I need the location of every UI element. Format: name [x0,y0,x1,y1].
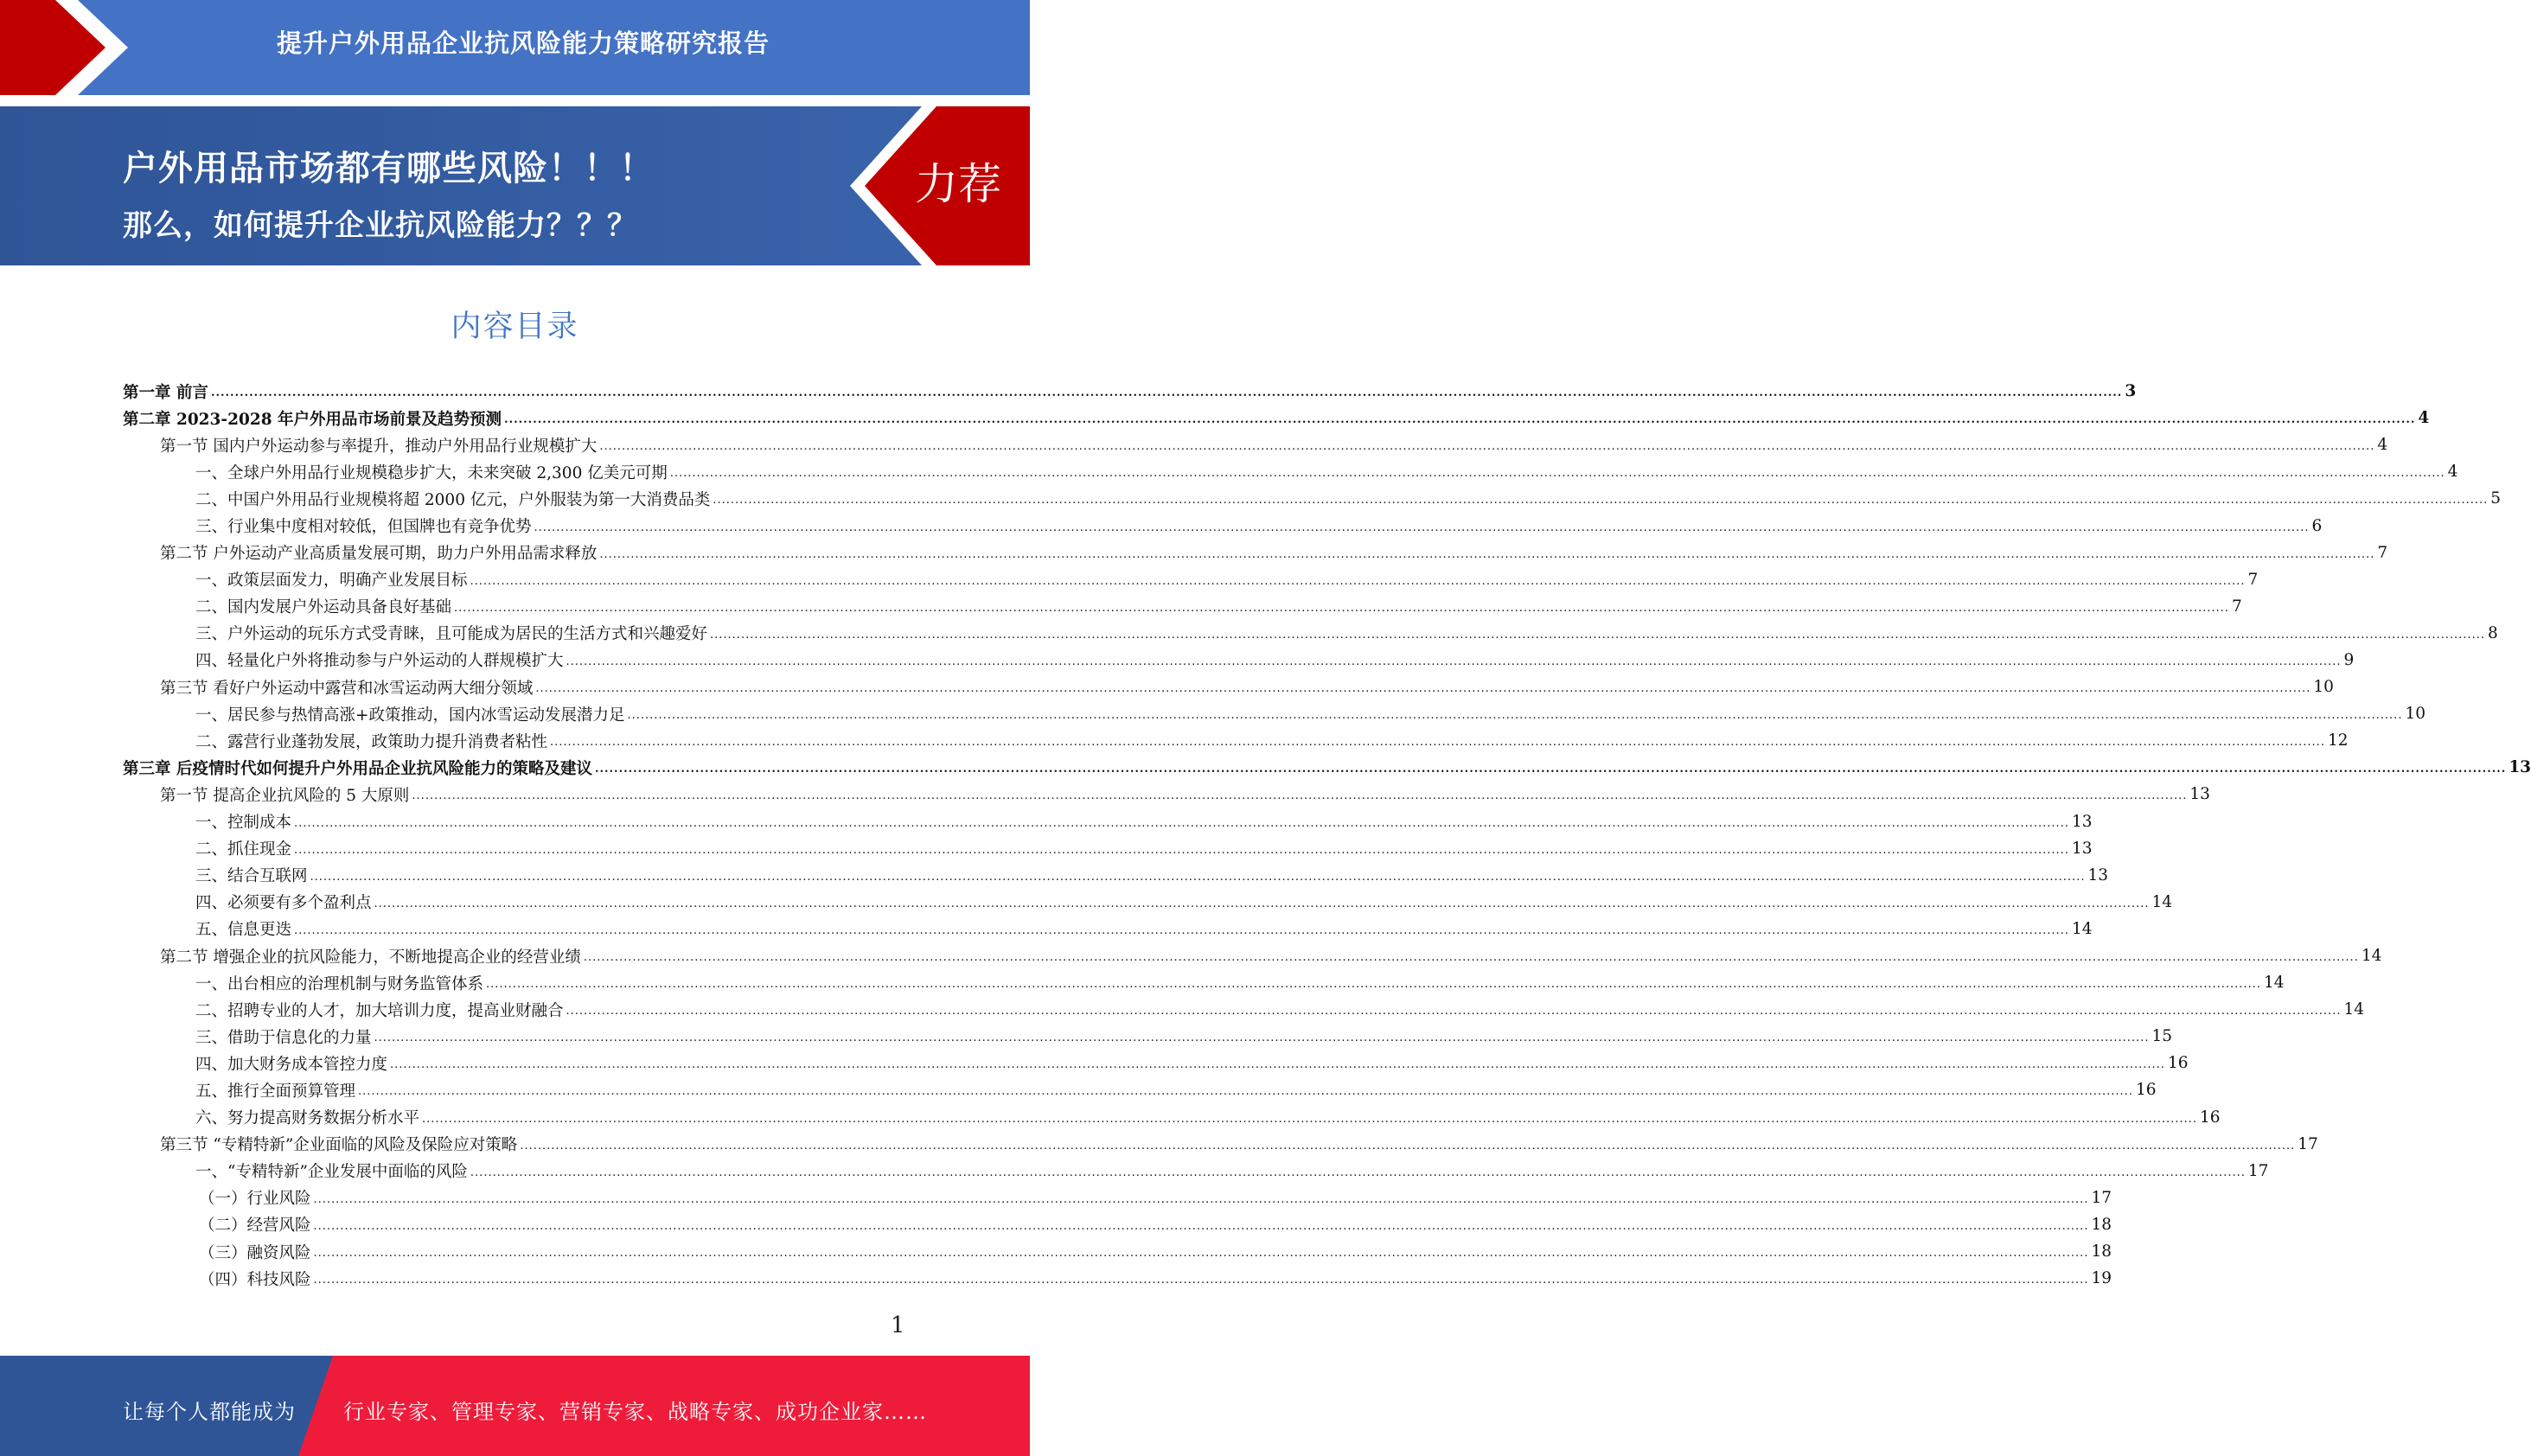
toc-entry-page: 10 [2405,705,2426,724]
toc-subsection-entry[interactable] [123,1158,2269,1185]
toc-chapter-entry[interactable] [123,378,2137,405]
toc-entry-page: 6 [2311,516,2323,535]
toc-entry-text: 第一章 前言 [123,383,208,402]
toc-leader-dots: ................................................................................................................................................................................................................................................................................................................................................................................................................ [710,628,2485,642]
toc-entry-page: 17 [2298,1134,2318,1153]
toc-subsection-entry[interactable] [123,1050,2189,1076]
toc-entry-text: 四、轻量化户外将推动参与户外运动的人群规模扩大 [195,652,564,671]
toc-leader-dots: ................................................................................................................................................................................................................................................................................................................................................................................................................ [599,440,2375,454]
toc-subsection-entry[interactable] [123,512,2323,539]
toc-leader-dots: ................................................................................................................................................................................................................................................................................................................................................................................................................ [422,1112,2197,1126]
toc-entry-page: 9 [2343,650,2355,669]
toc-entry-page: 13 [2189,785,2210,804]
toc-subsection-entry[interactable] [123,700,2426,727]
toc-entry-page: 19 [2091,1269,2112,1288]
toc-section-entry[interactable] [123,674,2334,700]
toc-entry-page: 13 [2071,812,2093,831]
toc-subsection-entry[interactable] [123,862,2108,889]
toc-subsection-entry[interactable] [123,996,2364,1023]
toc-entry-page: 18 [2091,1215,2112,1234]
toc-section-entry[interactable] [123,942,2382,969]
toc-entry-page: 13 [2071,839,2093,858]
toc-leader-dots: ................................................................................................................................................................................................................................................................................................................................................................................................................ [358,1085,2133,1099]
toc-leader-dots: ................................................................................................................................................................................................................................................................................................................................................................................................................ [454,601,2229,615]
toc-leader-dots: ................................................................................................................................................................................................................................................................................................................................................................................................................ [313,1192,2089,1206]
toc-leader-dots: ................................................................................................................................................................................................................................................................................................................................................................................................................ [294,923,2069,937]
toc-leader-dots: ................................................................................................................................................................................................................................................................................................................................................................................................................ [534,520,2310,534]
toc-entry-text: 二、中国户外用品行业规模将超 2000 亿元，户外服装为第一大消费品类 [195,490,711,509]
toc-leader-dots: ................................................................................................................................................................................................................................................................................................................................................................................................................ [669,467,2445,481]
toc-subsection-entry[interactable] [123,969,2285,996]
toc-entry-text: 第三节 “专精特新”企业面临的风险及保险应对策略 [160,1136,518,1155]
toc-entry-text: （三）融资风险 [199,1243,311,1262]
toc-leader-dots: ................................................................................................................................................................................................................................................................................................................................................................................................................ [313,1274,2089,1287]
toc-leader-dots: ................................................................................................................................................................................................................................................................................................................................................................................................................ [374,897,2150,910]
toc-entry-page: 4 [2447,463,2458,482]
toc-entry-text: 第三章 后疫情时代如何提升户外用品企业抗风险能力的策略及建议 [123,759,592,778]
toc-entry-page: 12 [2327,731,2349,750]
toc-entry-text: 五、信息更迭 [195,921,292,940]
footer-banner [0,1356,1030,1456]
toc-leader-dots: ................................................................................................................................................................................................................................................................................................................................................................................................................ [294,816,2069,830]
toc-leader-dots: ................................................................................................................................................................................................................................................................................................................................................................................................................ [486,978,2261,992]
toc-entry-text: 一、出台相应的治理机制与财务监管体系 [195,974,484,993]
toc-leader-dots: ................................................................................................................................................................................................................................................................................................................................................................................................................ [294,843,2069,857]
toc-entry-text: 五、推行全面预算管理 [195,1082,356,1101]
toc-entry-page: 7 [2377,543,2388,562]
toc-entry-text: 三、户外运动的玩乐方式受青睐，且可能成为居民的生活方式和兴趣爱好 [195,625,708,644]
toc-subsection-entry[interactable] [123,916,2093,942]
toc-entry-text: 第二章 2023-2028 年户外用品市场前景及趋势预测 [123,410,502,429]
toc-subsection-entry[interactable] [123,593,2242,620]
toc-entry-page: 7 [2247,570,2259,589]
toc-leader-dots: ................................................................................................................................................................................................................................................................................................................................................................................................................ [412,789,2188,803]
toc-entry-page: 16 [2199,1108,2221,1127]
toc-entry-text: 第三节 看好户外运动中露营和冰雪运动两大细分领域 [160,679,534,698]
toc-title: 内容目录 [451,310,579,344]
toc-subsection-entry[interactable] [123,727,2349,754]
toc-leader-dots: ................................................................................................................................................................................................................................................................................................................................................................................................................ [313,1247,2089,1261]
toc-leader-dots: ................................................................................................................................................................................................................................................................................................................................................................................................................ [550,736,2325,750]
toc-leader-dots: ................................................................................................................................................................................................................................................................................................................................................................................................................ [470,1165,2246,1179]
toc-entry-text: 一、全球户外用品行业规模稳步扩大，未来突破 2,300 亿美元可期 [195,463,668,482]
toc-leader-dots: ................................................................................................................................................................................................................................................................................................................................................................................................................ [310,870,2086,884]
toc-entry-page: 14 [2263,974,2285,993]
toc-subsection-entry[interactable] [123,1076,2157,1103]
footer-slogan-left: 让每个人都能成为 [123,1400,296,1424]
toc-leader-dots: ................................................................................................................................................................................................................................................................................................................................................................................................................ [390,1058,2165,1072]
toc-entry-text: 三、借助于信息化的力量 [195,1028,372,1047]
toc-leader-dots: ................................................................................................................................................................................................................................................................................................................................................................................................................ [470,574,2246,588]
toc-leader-dots: ................................................................................................................................................................................................................................................................................................................................................................................................................ [713,494,2489,508]
toc-leader-dots: ................................................................................................................................................................................................................................................................................................................................................................................................................ [566,1005,2342,1019]
toc-leader-dots: ................................................................................................................................................................................................................................................................................................................................................................................................................ [520,1139,2296,1153]
toc-entry-page: 7 [2231,597,2242,616]
toc-entry-text: 三、结合互联网 [195,867,308,886]
toc-entry-page: 13 [2087,865,2108,884]
footer-slogan-right: 行业专家、管理专家、营销专家、战略专家、成功企业家…… [343,1400,927,1424]
toc-entry-text: 四、加大财务成本管控力度 [195,1055,388,1074]
top-banner [0,0,1030,95]
toc-subsection-entry[interactable] [123,1023,2172,1050]
toc-subsection-entry[interactable] [123,835,2093,862]
toc-leader-dots: ................................................................................................................................................................................................................................................................................................................................................................................................................ [504,413,2416,427]
toc-entry-text: 第一节 国内户外运动参与率提升，推动户外用品行业规模扩大 [160,437,598,456]
toc-leader-dots: ................................................................................................................................................................................................................................................................................................................................................................................................................ [599,547,2375,561]
toc-entry-text: 第二节 增强企业的抗风险能力，不断地提高企业的经营业绩 [160,948,581,967]
toc-entry-page: 3 [2125,382,2137,401]
toc-leader-dots: ................................................................................................................................................................................................................................................................................................................................................................................................................ [313,1219,2089,1233]
toc-leader-dots: ................................................................................................................................................................................................................................................................................................................................................................................................................ [566,655,2342,668]
toc-entry-text: （一）行业风险 [199,1190,311,1209]
toc-entry-page: 4 [2377,436,2388,455]
toc-entry-page: 10 [2313,678,2334,697]
toc-subsection-entry[interactable] [123,889,2172,916]
page-number: 1 [891,1312,905,1338]
toc-entry-page: 8 [2487,623,2498,642]
toc-entry-text: 一、政策层面发力，明确产业发展目标 [195,572,468,591]
hero-subheadline: 那么，如何提升企业抗风险能力？？？ [123,208,637,243]
toc-entry-text: 二、露营行业蓬勃发展，政策助力提升消费者粘性 [195,732,548,751]
toc-chapter-entry[interactable] [123,754,2531,781]
toc-entry-text: 二、招聘专业的人才，加大培训力度，提高业财融合 [195,1001,564,1020]
toc-subsection-entry[interactable] [123,1265,2112,1292]
toc-entry-page: 4 [2418,409,2430,428]
toc-entry-page: 5 [2490,489,2502,508]
toc-entry-page: 18 [2091,1242,2112,1261]
toc-subsection-entry[interactable] [123,458,2458,485]
toc-entry-text: 第一节 提高企业抗风险的 5 大原则 [160,786,410,805]
toc-entry-text: 四、必须要有多个盈利点 [195,894,372,913]
toc-entry-page: 15 [2151,1027,2172,1046]
toc-entry-page: 16 [2167,1054,2189,1073]
report-title: 提升户外用品企业抗风险能力策略研究报告 [276,29,770,58]
toc-entry-text: 二、国内发展户外运动具备良好基础 [195,598,452,617]
toc-leader-dots: ................................................................................................................................................................................................................................................................................................................................................................................................................ [594,763,2507,776]
toc-section-entry[interactable] [123,1131,2318,1158]
toc-subsection-entry[interactable] [123,485,2502,512]
toc-entry-page: 13 [2509,758,2531,777]
toc-chapter-entry[interactable] [123,405,2430,431]
toc-entry-text: 一、居民参与热情高涨+政策推动，国内冰雪运动发展潜力足 [195,706,625,725]
toc-leader-dots: ................................................................................................................................................................................................................................................................................................................................................................................................................ [627,709,2403,723]
toc-subsection-entry[interactable] [123,1238,2112,1265]
toc-entry-page: 14 [2071,919,2093,938]
toc-entry-page: 17 [2091,1188,2112,1207]
toc-entry-text: （四）科技风险 [199,1270,311,1289]
toc-subsection-entry[interactable] [123,647,2355,674]
hero-banner [0,106,1030,265]
toc-subsection-entry[interactable] [123,1185,2112,1211]
toc-subsection-entry[interactable] [123,566,2259,593]
toc-entry-text: 第二节 户外运动产业高质量发展可期，助力户外用品需求释放 [160,545,598,564]
toc-entry-text: 六、努力提高财务数据分析水平 [195,1109,420,1128]
toc-entry-page: 17 [2247,1161,2269,1180]
toc-entry-text: 三、行业集中度相对较低，但国牌也有竞争优势 [195,518,532,537]
hero-headline: 户外用品市场都有哪些风险！！！ [123,149,655,188]
toc-leader-dots: ................................................................................................................................................................................................................................................................................................................................................................................................................ [583,951,2359,965]
toc-section-entry[interactable] [123,431,2388,458]
toc-entry-text: 二、抓住现金 [195,840,292,859]
toc-subsection-entry[interactable] [123,1104,2221,1131]
toc-leader-dots: ................................................................................................................................................................................................................................................................................................................................................................................................................ [374,1031,2150,1045]
toc-entry-text: （二）经营风险 [199,1217,311,1236]
recommend-badge: 力荐 [915,159,1001,209]
toc-entry-page: 14 [2343,1000,2364,1019]
table-of-contents [123,378,2531,1292]
toc-entry-text: 一、“专精特新”企业发展中面临的风险 [195,1163,468,1182]
toc-subsection-entry[interactable] [123,808,2093,835]
toc-leader-dots: ................................................................................................................................................................................................................................................................................................................................................................................................................ [210,386,2123,400]
toc-section-entry[interactable] [123,781,2210,808]
toc-subsection-entry[interactable] [123,1211,2112,1238]
toc-entry-page: 14 [2151,892,2172,911]
toc-entry-page: 14 [2361,947,2382,966]
toc-subsection-entry[interactable] [123,620,2498,647]
toc-leader-dots: ................................................................................................................................................................................................................................................................................................................................................................................................................ [535,682,2311,696]
toc-entry-page: 16 [2135,1081,2157,1100]
toc-entry-text: 一、控制成本 [195,814,292,833]
toc-section-entry[interactable] [123,540,2388,566]
